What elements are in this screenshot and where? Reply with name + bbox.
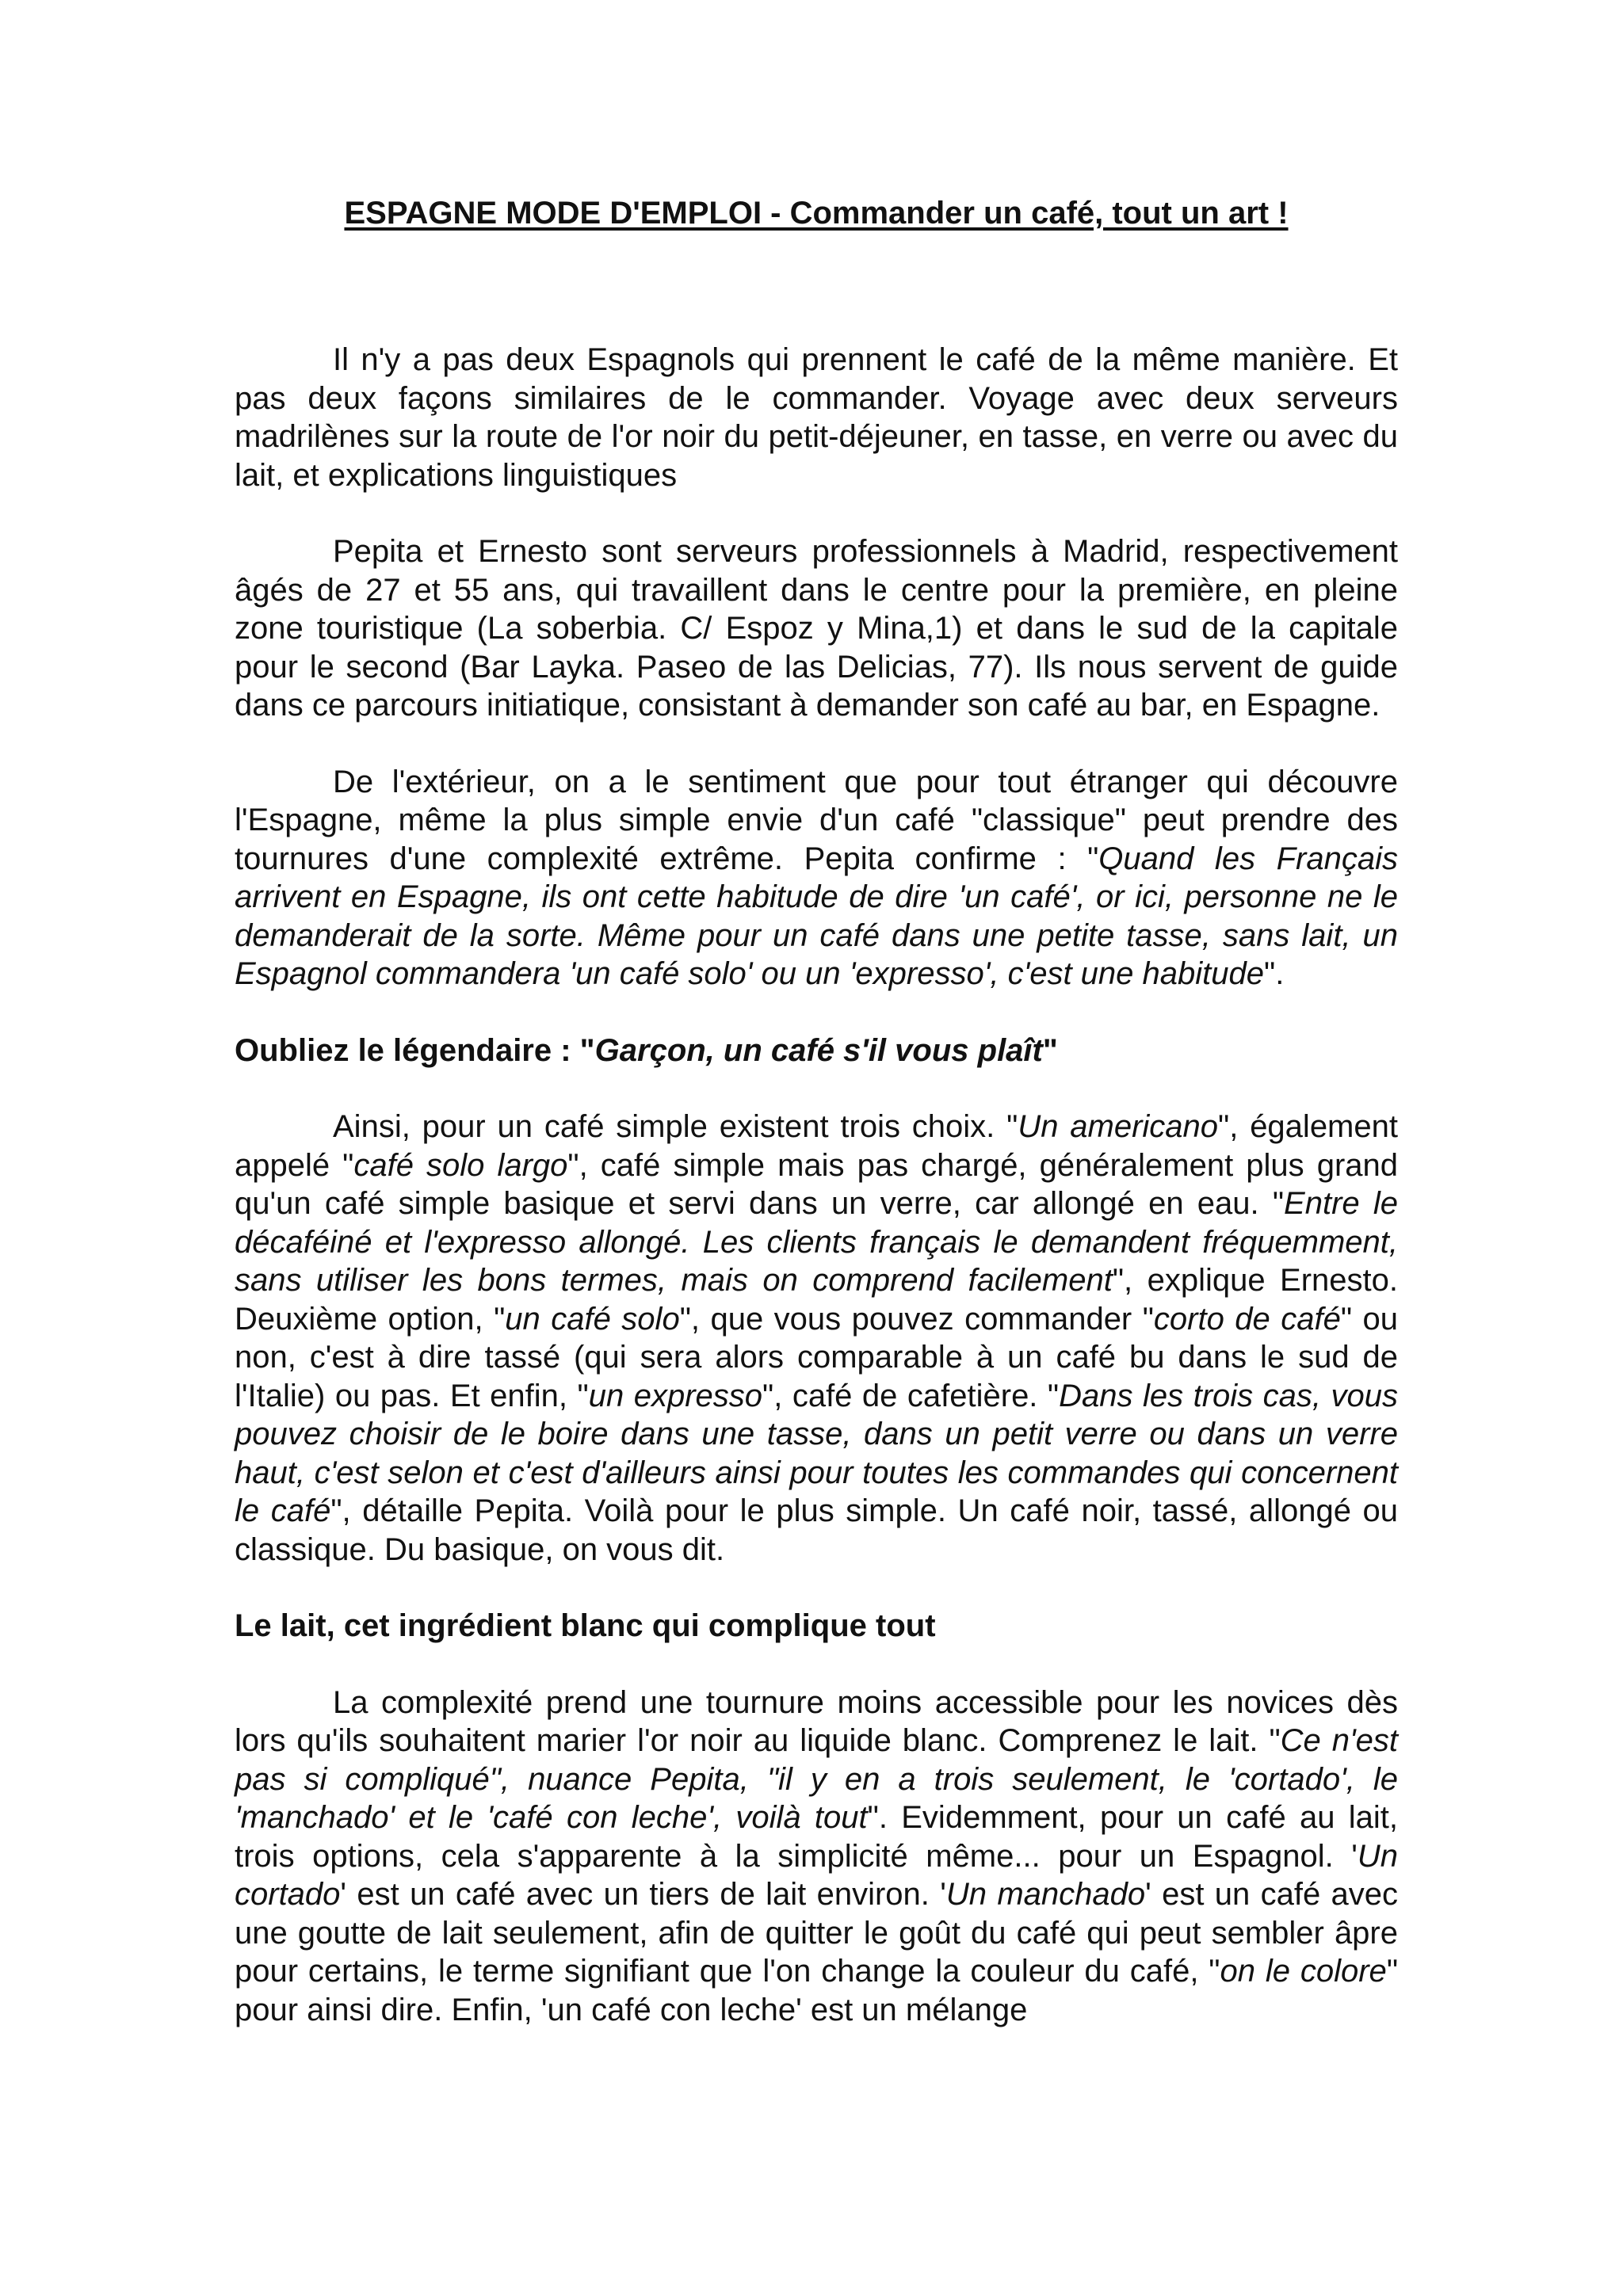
italic-quote: Entre le décaféiné et l'expresso allongé. Les clients français le demandent fréquemment, sans utiliser les bons termes, mais on comprend facilement — [235, 1186, 1398, 1298]
text-run: De l'extérieur, on a le sentiment que pour tout étranger qui découvre l'Espagne, même la plus simple envie d'un café "classique" peut prendre des tournures d'une complexité extrême. Pepita confirme : " — [235, 764, 1398, 876]
text-run: ' est un café avec une goutte de lait seulement, afin de quitter le goût du café qui peut sembler âpre pour certains, le terme signifiant que l'on change la couleur du café, " — [235, 1877, 1399, 1989]
italic-quote: Quand les Français arrivent en Espagne, ils ont cette habitude de dire 'un café', or ici, personne ne le demanderait de la sorte. Même pour un café dans une petite tasse, sans lait, un Espagnol commandera 'un café solo' ou un 'expresso', c'est une habitude — [235, 841, 1398, 991]
paragraph-waiters: Pepita et Ernesto sont serveurs professionnels à Madrid, respectivement âgés de 27 et 55 ans, qui travaillent dans le centre pour la première, en pleine zone touristique (La soberbia. C/ Espoz y Mina,1) et dans le sud de la capitale pour le second (Bar Layka. Paseo de las Delicias, 77). Ils nous servent de guide dans ce parcours initiatique, consistant à demander son café au bar, en Espagne. — [235, 534, 1398, 723]
text-run: Ainsi, pour un café simple existent trois choix. " — [333, 1109, 1018, 1144]
italic-term: Un manchado — [945, 1877, 1146, 1912]
paragraph-intro: Il n'y a pas deux Espagnols qui prennent le café de la même manière. Et pas deux façons similaires de le commander. Voyage avec deux serveurs madrilènes sur la route de l'or noir du petit-déjeuner, en tasse, en verre ou avec du lait, et explications linguistiques — [235, 342, 1398, 493]
italic-quote: Dans les trois cas, vous pouvez choisir de le boire dans une tasse, dans un petit verre ou dans un verre haut, c'est selon et c'est d'ailleurs ainsi pour toutes les commandes qui concernent le café — [235, 1378, 1398, 1528]
italic-term: corto de café — [1153, 1301, 1341, 1337]
text-run: ", détaille Pepita. Voilà pour le plus simple. Un café noir, tassé, allongé ou classique. Du basique, on vous dit. — [235, 1493, 1399, 1567]
text-run: ", café de cafetière. " — [762, 1378, 1060, 1413]
article-body — [235, 341, 1398, 2029]
text-run: ", également appelé " — [235, 1109, 1398, 1183]
italic-term: on le colore — [1220, 1954, 1387, 1989]
section-heading-legendaire — [235, 1032, 1398, 1070]
text-run: ", explique Ernesto. Deuxième option, " — [235, 1263, 1398, 1337]
italic-quote: Ce n'est pas si compliqué", nuance Pepita, "il y en a trois seulement, le 'cortado', le 'manchado' et le 'café con leche', voilà tout — [235, 1723, 1398, 1835]
italic-term: un café solo — [505, 1301, 680, 1337]
text-run: " ou non, c'est à dire tassé (qui sera alors comparable à un café bu dans le sud de l'Italie) ou pas. Et enfin, " — [235, 1301, 1399, 1413]
text-run: La complexité prend une tournure moins accessible pour les novices dès lors qu'ils souhaitent marier l'or noir au liquide blanc. Comprenez le lait. " — [235, 1684, 1398, 1758]
paragraph-milk — [235, 1684, 1398, 2030]
page-title: ESPAGNE MODE D'EMPLOI - Commander un café, tout un art ! — [344, 196, 1289, 231]
text-run: ". Evidemment, pour un café au lait, trois options, cela s'apparente à la simplicité même... pour un Espagnol. ' — [235, 1800, 1398, 1874]
text-run: ' est un café avec un tiers de lait environ. ' — [340, 1877, 946, 1912]
italic-term: café solo largo — [353, 1147, 568, 1183]
heading-text: Oubliez le légendaire : " — [235, 1032, 595, 1068]
paragraph-foreigners — [235, 763, 1398, 994]
text-run: ", que vous pouvez commander " — [679, 1301, 1154, 1337]
section-heading-lait: Le lait, cet ingrédient blanc qui complique tout — [235, 1608, 936, 1643]
heading-text: " — [1042, 1032, 1058, 1068]
text-run: ". — [1264, 956, 1285, 991]
italic-term: Un cortado — [235, 1838, 1398, 1912]
italic-term: un expresso — [588, 1378, 763, 1413]
text-run: ", café simple mais pas chargé, généralement plus grand qu'un café simple basique et servi dans un verre, car allongé en eau. " — [235, 1147, 1398, 1221]
paragraph-three-choices — [235, 1108, 1398, 1569]
heading-italic: Garçon, un café s'il vous plaît — [594, 1032, 1043, 1068]
italic-term: Un americano — [1018, 1109, 1219, 1144]
text-run: " pour ainsi dire. Enfin, 'un café con leche' est un mélange — [235, 1954, 1399, 2027]
